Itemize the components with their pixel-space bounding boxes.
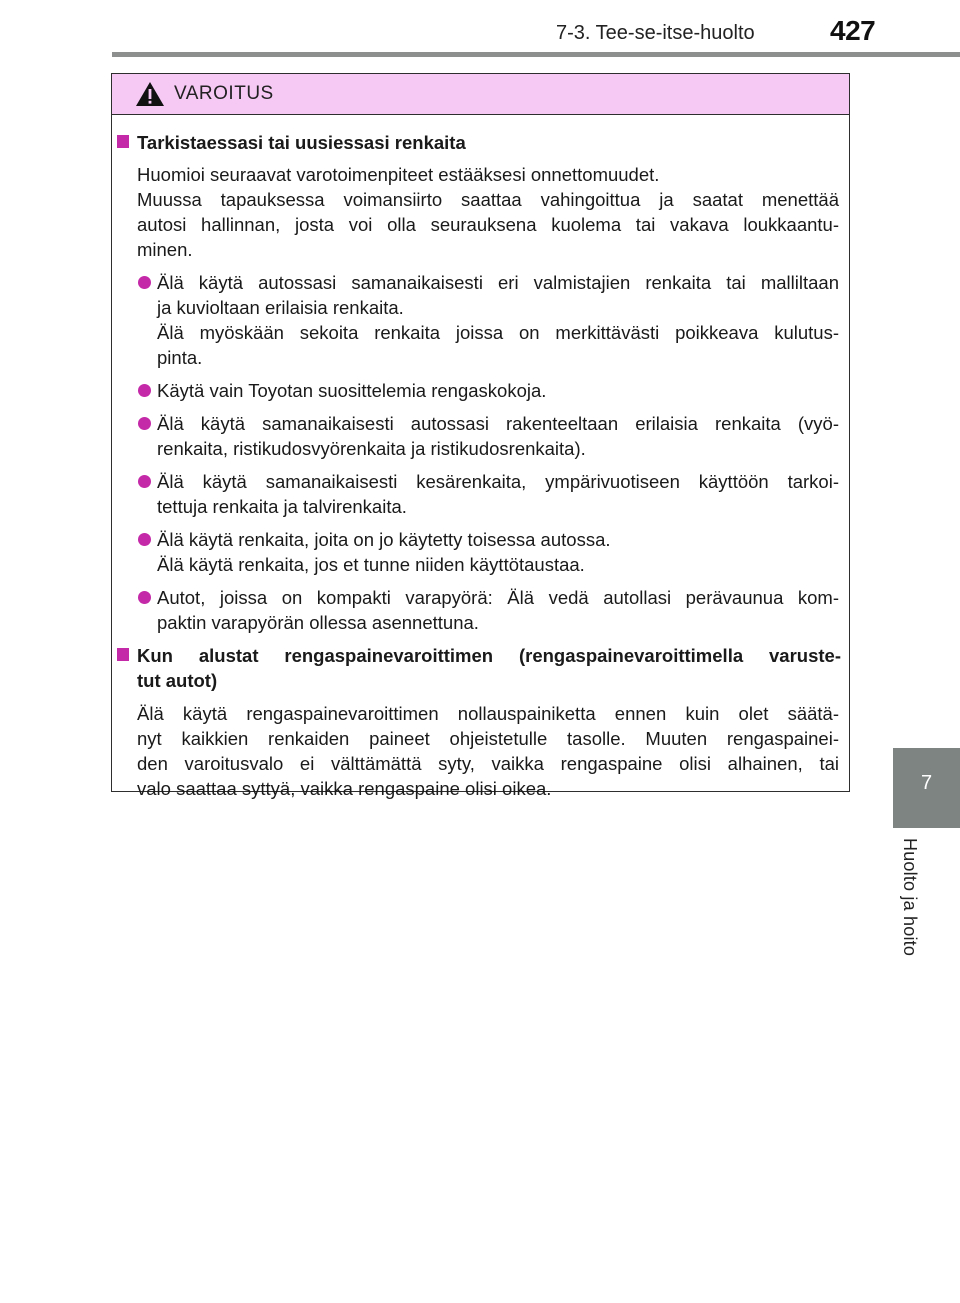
section-body <box>112 701 849 801</box>
text-line: valo saattaa syttyä, vaikka rengaspaine olisi oikea. <box>137 778 552 799</box>
list-item <box>112 411 849 461</box>
text-line: Huomioi seuraavat varotoimenpiteet estääksesi onnettomuudet. <box>137 164 660 185</box>
text-line: den varoitusvalo ei välttämättä syty, vaikka rengaspaine olisi alhainen, tai <box>137 753 839 774</box>
round-bullet-icon <box>138 384 151 397</box>
text-line: Käytä vain Toyotan suosittelemia rengaskokoja. <box>157 380 547 401</box>
list-item <box>112 378 849 403</box>
text-line: Älä käytä autossasi samanaikaisesti eri valmistajien renkaita tai malliltaan <box>157 272 839 293</box>
warning-title: VAROITUS <box>174 83 274 104</box>
chapter-label: Huolto ja hoito <box>900 838 920 957</box>
round-bullet-icon <box>138 475 151 488</box>
text-line: pinta. <box>157 347 203 368</box>
text-line: Muussa tapauksessa voimansiirto saattaa vahingoittua ja saatat menettää <box>137 189 839 210</box>
text-line: Älä käytä samanaikaisesti kesärenkaita, ympärivuotiseen käyttöön tarkoi- <box>157 471 839 492</box>
section-heading-text: Tarkistaessasi tai uusiessasi renkaita <box>137 132 466 153</box>
text-line: Älä käytä renkaita, joita on jo käytetty toisessa autossa. <box>157 529 611 550</box>
section-heading <box>112 643 849 693</box>
list-item <box>112 270 849 370</box>
round-bullet-icon <box>138 533 151 546</box>
header-rule <box>112 52 960 57</box>
text-line: Älä käytä samanaikaisesti autossasi rakenteeltaan erilaisia renkaita (vyö- <box>157 413 839 434</box>
text-line: Autot, joissa on kompakti varapyörä: Älä vedä autollasi perävaunua kom- <box>157 587 839 608</box>
round-bullet-icon <box>138 591 151 604</box>
text-line: autosi hallinnan, josta voi olla seurauksena kuolema tai vakava loukkaantu- <box>137 214 839 235</box>
round-bullet-icon <box>138 417 151 430</box>
list-item <box>112 469 849 519</box>
warning-triangle-icon <box>135 81 165 107</box>
text-line: tettuja renkaita ja talvirenkaita. <box>157 496 407 517</box>
list-item <box>112 585 849 635</box>
text-line: ja kuvioltaan erilaisia renkaita. <box>157 297 404 318</box>
chapter-number: 7 <box>920 772 933 794</box>
text-line: paktin varapyörän ollessa asennettuna. <box>157 612 479 633</box>
text-line: renkaita, ristikudosvyörenkaita ja ristikudosrenkaita). <box>157 438 586 459</box>
warning-box <box>111 73 850 799</box>
text-line: nyt kaikkien renkaiden paineet ohjeistetulle tasolle. Muuten rengaspainei- <box>137 728 839 749</box>
warning-content <box>112 130 849 801</box>
section-heading <box>112 130 849 155</box>
chapter-tab[interactable] <box>893 748 960 828</box>
section-title: 7-3. Tee-se-itse-huolto <box>556 22 755 44</box>
section-heading-text: tut autot) <box>137 670 218 691</box>
square-bullet-icon <box>117 648 129 661</box>
section-heading-text: Kun alustat rengaspainevaroittimen (rengaspainevaroittimella varuste- <box>137 645 841 666</box>
text-line: Älä käytä rengaspainevaroittimen nollauspainiketta ennen kuin olet säätä- <box>137 703 839 724</box>
round-bullet-icon <box>138 276 151 289</box>
text-line: Älä myöskään sekoita renkaita joissa on merkittävästi poikkeava kulutus- <box>157 322 839 343</box>
list-item <box>112 527 849 577</box>
text-line: Älä käytä renkaita, jos et tunne niiden käyttötaustaa. <box>157 554 585 575</box>
intro-paragraph <box>112 162 849 262</box>
page-number: 427 <box>830 15 876 46</box>
text-line: minen. <box>137 239 193 260</box>
square-bullet-icon <box>117 135 129 148</box>
warning-header <box>112 74 849 115</box>
